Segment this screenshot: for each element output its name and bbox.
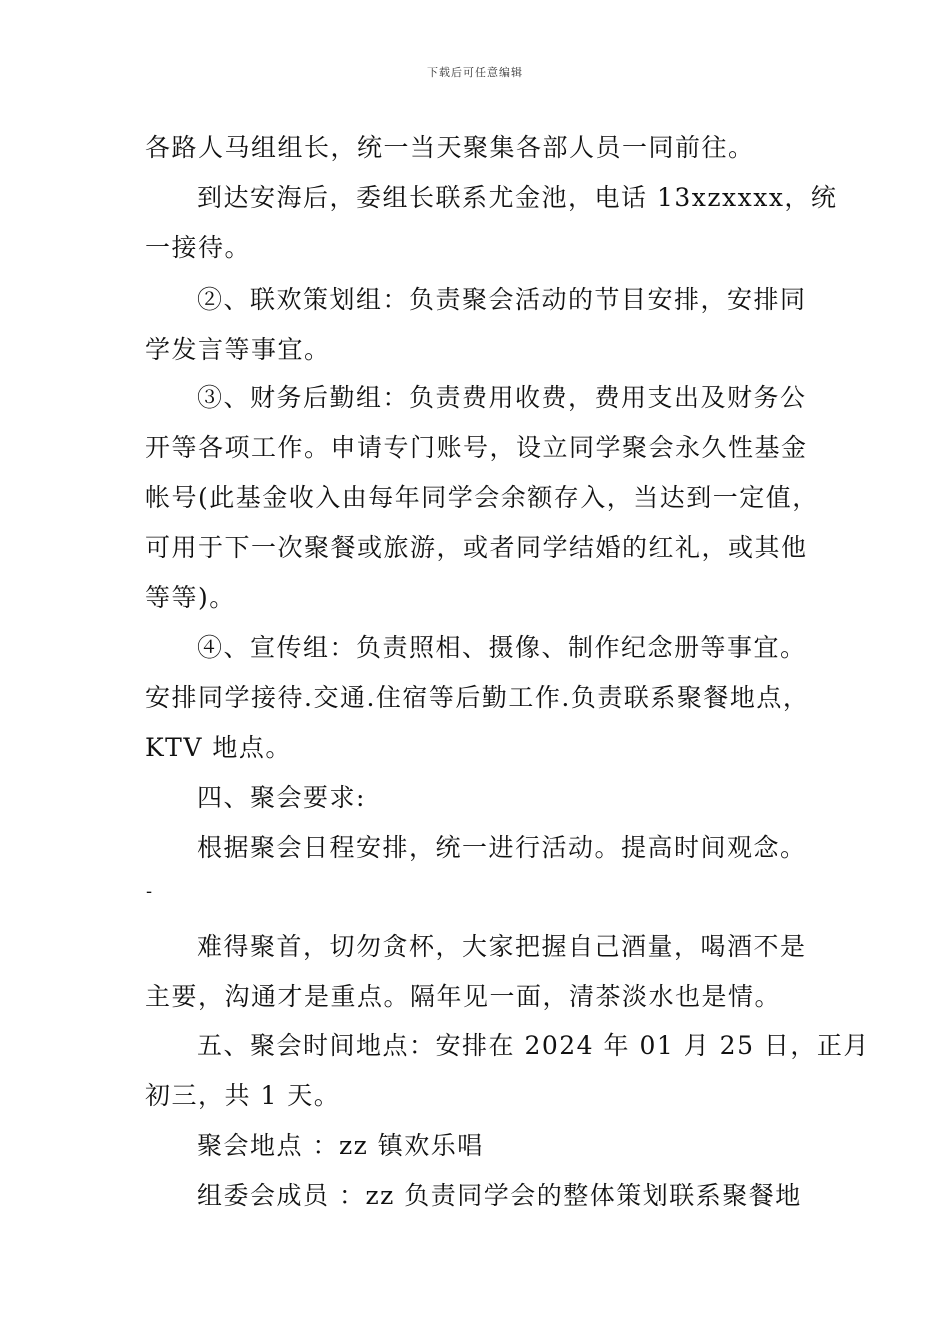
page-header: 下载后可任意编辑: [427, 66, 523, 79]
paragraph-line: 聚会地点 ：zz 镇欢乐唱: [197, 1131, 484, 1160]
paragraph-line: 等等)。: [145, 583, 236, 612]
paragraph-line: 可用于下一次聚餐或旅游，或者同学结婚的红礼，或其他: [145, 533, 808, 562]
paragraph-line: 主要，沟通才是重点。隔年见一面，清茶淡水也是情。: [145, 982, 782, 1011]
paragraph-line: KTV 地点。: [145, 733, 292, 762]
paragraph-line: 安排同学接待.交通.住宿等后勤工作.负责联系聚餐地点，: [145, 683, 810, 712]
paragraph-line: 根据聚会日程安排，统一进行活动。提高时间观念。: [197, 833, 807, 862]
paragraph-line: 到达安海后，委组长联系尤金池，电话 13xzxxxx，统: [197, 183, 838, 212]
paragraph-line: 开等各项工作。申请专门账号，设立同学聚会永久性基金: [145, 433, 808, 462]
section-heading: 五、聚会时间地点：安排在 2024 年 01 月 25 日，正月: [197, 1031, 870, 1060]
dash-mark: -: [146, 881, 153, 902]
paragraph-line: 组委会成员 ：zz 负责同学会的整体策划联系聚餐地: [197, 1181, 802, 1210]
paragraph-line: 帐号(此基金收入由每年同学会余额存入，当达到一定值，: [145, 483, 819, 512]
paragraph-line: 学发言等事宜。: [145, 335, 331, 364]
paragraph-line: ②、联欢策划组：负责聚会活动的节目安排，安排同: [197, 285, 807, 314]
paragraph-line: ④、宣传组：负责照相、摄像、制作纪念册等事宜。: [197, 633, 807, 662]
section-heading: 四、聚会要求:: [197, 783, 366, 812]
paragraph-line: 各路人马组组长，统一当天聚集各部人员一同前往。: [145, 133, 755, 162]
paragraph-line: 一接待。: [145, 233, 252, 262]
paragraph-line: 初三，共 1 天。: [145, 1081, 341, 1110]
paragraph-line: ③、财务后勤组：负责费用收费，费用支出及财务公: [197, 383, 807, 412]
paragraph-line: 难得聚首，切勿贪杯，大家把握自己酒量，喝酒不是: [197, 932, 807, 961]
